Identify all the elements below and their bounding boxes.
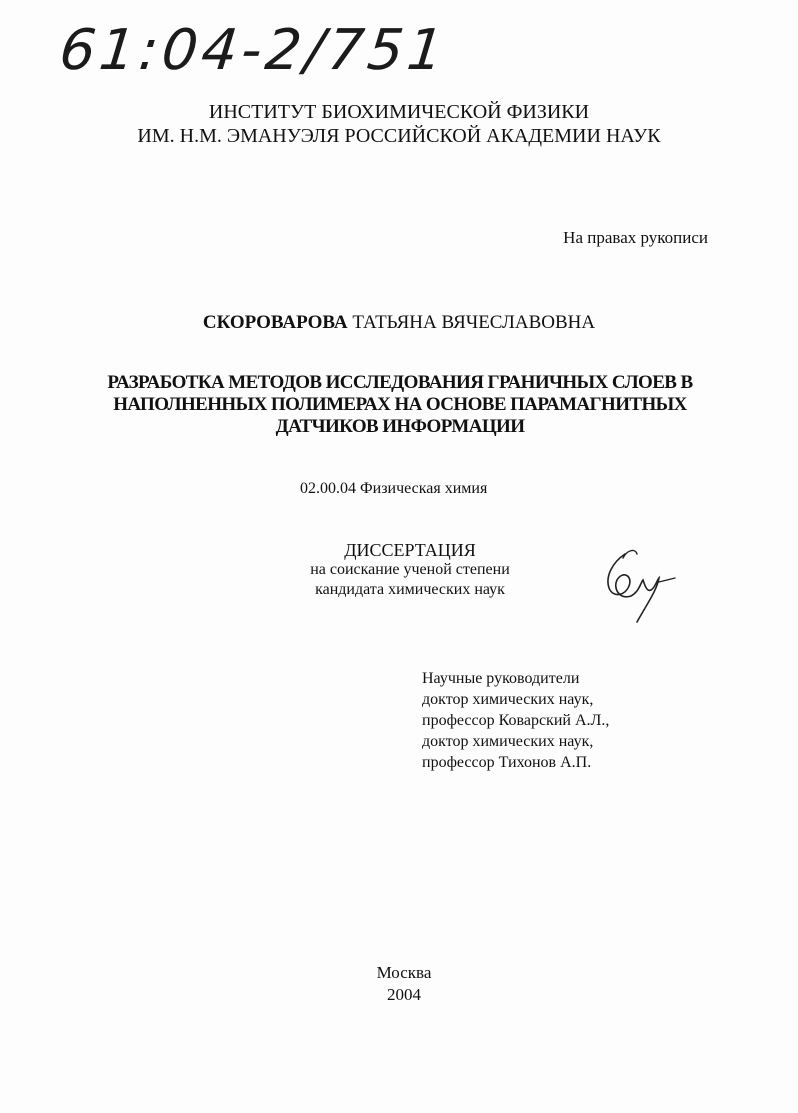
institute-line-2: ИМ. Н.М. ЭМАНУЭЛЯ РОССИЙСКОЙ АКАДЕМИИ НАУК: [137, 125, 661, 147]
handwritten-signature: [595, 540, 685, 630]
title-line-1: РАЗРАБОТКА МЕТОДОВ ИССЛЕДОВАНИЯ ГРАНИЧНЫХ СЛОЕВ В: [107, 372, 693, 393]
author-surname: СКОРОВАРОВА: [202, 312, 348, 333]
supervisor-line: профессор Тихонов А.П.: [422, 754, 592, 771]
place-and-year: [0, 962, 798, 1006]
title-line-3: ДАТЧИКОВ ИНФОРМАЦИИ: [275, 416, 525, 437]
degree-line-1: на соискание ученой степени: [310, 561, 510, 578]
dissertation-heading: ДИССЕРТАЦИЯ: [344, 540, 476, 560]
specialty-code: 02.00.04 Физическая химия: [300, 480, 488, 497]
supervisor-line: профессор Коварский А.Л.,: [422, 712, 610, 729]
institute-name: [0, 100, 798, 148]
author-name: [0, 312, 798, 334]
title-line-2: НАПОЛНЕННЫХ ПОЛИМЕРАХ НА ОСНОВЕ ПАРАМАГНИТНЫХ: [113, 394, 687, 415]
year: 2004: [387, 985, 421, 1004]
institute-line-1: ИНСТИТУТ БИОХИМИЧЕСКОЙ ФИЗИКИ: [208, 101, 590, 123]
city: Москва: [376, 963, 432, 982]
dissertation-title: [60, 372, 740, 438]
supervisor-line: доктор химических наук,: [422, 691, 594, 708]
supervisor-line: доктор химических наук,: [422, 733, 594, 750]
handwritten-shelfmark: 61:04-2/751: [56, 18, 451, 83]
scientific-supervisors: [422, 668, 609, 773]
manuscript-rights-note: На правах рукописи: [563, 228, 708, 247]
supervisors-heading: Научные руководители: [422, 670, 580, 687]
degree-line-2: кандидата химических наук: [315, 581, 505, 598]
dissertation-degree-block: [290, 540, 530, 600]
author-given-names: ТАТЬЯНА ВЯЧЕСЛАВОВНА: [352, 312, 596, 333]
